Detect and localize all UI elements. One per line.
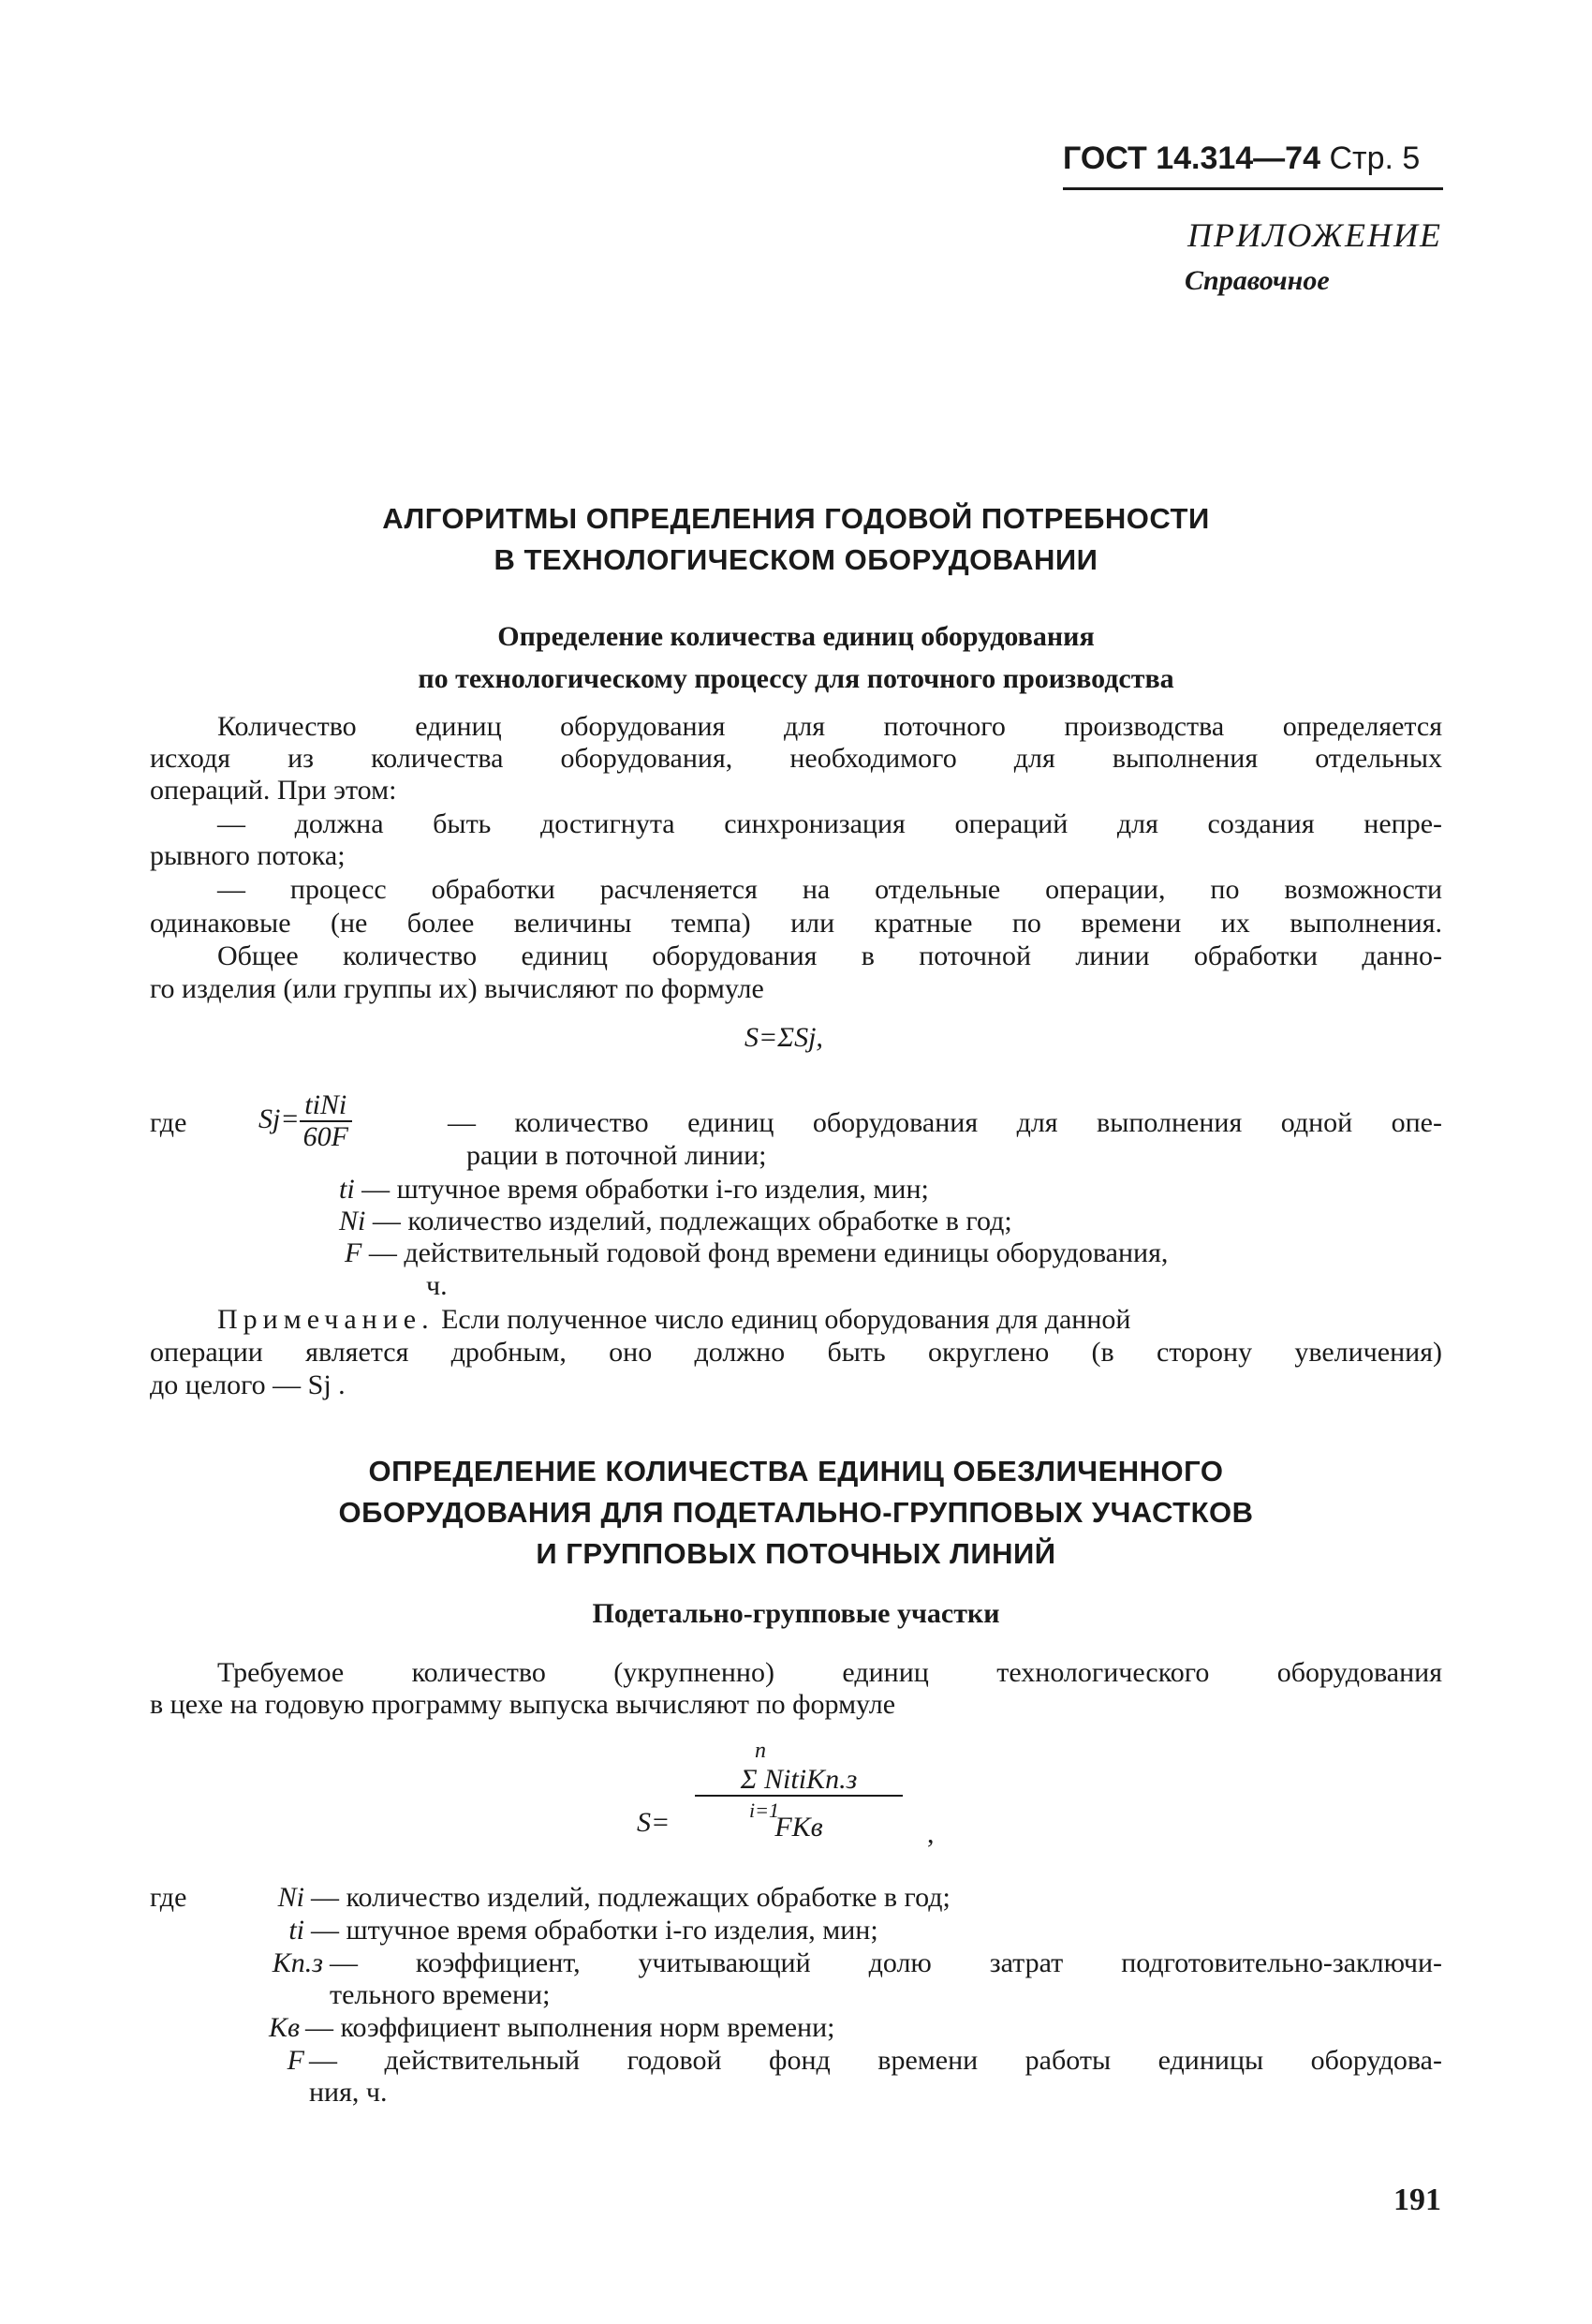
def-text: — коэффициент, учитывающий долю затрат подготовительно-заключи- <box>330 1947 1442 1978</box>
def-text: — коэффициент выполнения норм времени; <box>305 2012 835 2043</box>
list-item-cont: одинаковые (не более величины темпа) или кратные по времени их выполнения. <box>150 908 1442 939</box>
where-label: где <box>150 1882 187 1913</box>
formula-denominator: FKв <box>774 1812 823 1843</box>
doc-number: ГОСТ 14.314—74 <box>1063 141 1321 176</box>
where-label: где <box>150 1107 187 1138</box>
definition-cont: рации в поточной линии; <box>466 1140 767 1171</box>
page-number: 191 <box>1393 2183 1441 2217</box>
header-rule <box>1063 187 1443 190</box>
def-text: — действительный годовой фонд времени единицы оборудования, <box>368 1237 1169 1268</box>
note-label: Примечание. <box>217 1304 435 1335</box>
paragraph-line: го изделия (или группы их) вычисляют по формуле <box>150 973 764 1004</box>
definition-text: — количество единиц оборудования для выполнения одной опе- <box>448 1107 1442 1138</box>
def-symbol: ti <box>288 1915 304 1946</box>
def-text: — штучное время обработки i-го изделия, мин; <box>311 1915 878 1946</box>
section2-subtitle: Подетально-групповые участки <box>592 1598 1000 1629</box>
def-text-cont: тельного времени; <box>330 1979 551 2010</box>
appendix-subtitle: Справочное <box>1185 265 1330 296</box>
def-symbol: Ni <box>277 1882 304 1913</box>
sum-lower-limit: i=1 <box>749 1799 779 1822</box>
formula-sj <box>258 1090 352 1152</box>
section2-title-line3: И ГРУППОВЫХ ПОТОЧНЫХ ЛИНИЙ <box>536 1537 1056 1570</box>
def-text-cont: ния, ч. <box>309 2077 388 2108</box>
def-symbol: F <box>287 2045 304 2076</box>
definition-row <box>345 1238 1168 1268</box>
def-symbol: F <box>345 1237 362 1268</box>
formula-s-lhs: S= <box>637 1807 671 1838</box>
list-item-cont: рывного потока; <box>150 840 346 871</box>
sj-lhs: Sj= <box>258 1103 300 1134</box>
list-item: — процесс обработки расчленяется на отдельные операции, по возможности <box>217 874 1442 905</box>
section2-title-line2: ОБОРУДОВАНИЯ ДЛЯ ПОДЕТАЛЬНО-ГРУППОВЫХ УЧАСТКОВ <box>338 1496 1254 1529</box>
def-symbol: Kп.з <box>272 1947 323 1978</box>
section1-subtitle-line1: Определение количества единиц оборудования <box>497 621 1095 652</box>
def-text: — количество изделий, подлежащих обработке в год; <box>311 1882 951 1913</box>
appendix-title: ПРИЛОЖЕНИЕ <box>1187 216 1442 254</box>
def-text: — действительный годовой фонд времени работы единицы оборудова- <box>309 2045 1442 2076</box>
paragraph-line: в цехе на годовую программу выпуска вычисляют по формуле <box>150 1689 896 1720</box>
section2-title-line1: ОПРЕДЕЛЕНИЕ КОЛИЧЕСТВА ЕДИНИЦ ОБЕЗЛИЧЕННОГО <box>368 1455 1224 1488</box>
def-text: — штучное время обработки i-го изделия, мин; <box>361 1174 929 1205</box>
formula-numerator: Σ NitiKп.з <box>695 1765 903 1797</box>
note-text: Если полученное число единиц оборудования для данной <box>441 1304 1131 1335</box>
sum-upper-limit: n <box>755 1739 766 1763</box>
definition-cont: ч. <box>426 1270 448 1301</box>
page-label: Стр. 5 <box>1329 141 1421 176</box>
def-symbol: ti <box>339 1174 355 1205</box>
list-item: — должна быть достигнута синхронизация операций для создания непре- <box>217 808 1442 839</box>
section1-title-line2: В ТЕХНОЛОГИЧЕСКОМ ОБОРУДОВАНИИ <box>494 543 1098 576</box>
paragraph-line: операций. При этом: <box>150 775 397 806</box>
page-header <box>1063 141 1420 177</box>
sj-denominator: 60F <box>302 1121 348 1152</box>
note-line: операции является дробным, оно должно быть округлено (в сторону увеличения) <box>150 1337 1442 1368</box>
note-line: до целого — Sj . <box>150 1369 346 1400</box>
section1-title-line1: АЛГОРИТМЫ ОПРЕДЕЛЕНИЯ ГОДОВОЙ ПОТРЕБНОСТИ <box>382 502 1210 535</box>
section1-subtitle-line2: по технологическому процессу для поточного производства <box>418 663 1174 694</box>
paragraph-line: Количество единиц оборудования для поточного производства определяется <box>217 711 1442 742</box>
paragraph-line: Требуемое количество (укрупненно) единиц технологического оборудования <box>217 1657 1442 1688</box>
formula-comma: , <box>927 1818 935 1849</box>
definition-row <box>339 1175 929 1205</box>
paragraph-line: исходя из количества оборудования, необходимого для выполнения отдельных <box>150 743 1442 774</box>
sj-numerator: tiNi <box>300 1090 352 1122</box>
formula-s-sum: S=ΣSj, <box>744 1022 823 1053</box>
def-symbol: Ni <box>339 1206 366 1236</box>
definition-row <box>339 1206 1012 1236</box>
def-text: — количество изделий, подлежащих обработке в год; <box>372 1206 1012 1236</box>
def-symbol: Kв <box>268 2012 300 2043</box>
note-line <box>217 1305 1442 1335</box>
paragraph-line: Общее количество единиц оборудования в поточной линии обработки данно- <box>217 940 1442 971</box>
sj-fraction <box>300 1090 352 1152</box>
